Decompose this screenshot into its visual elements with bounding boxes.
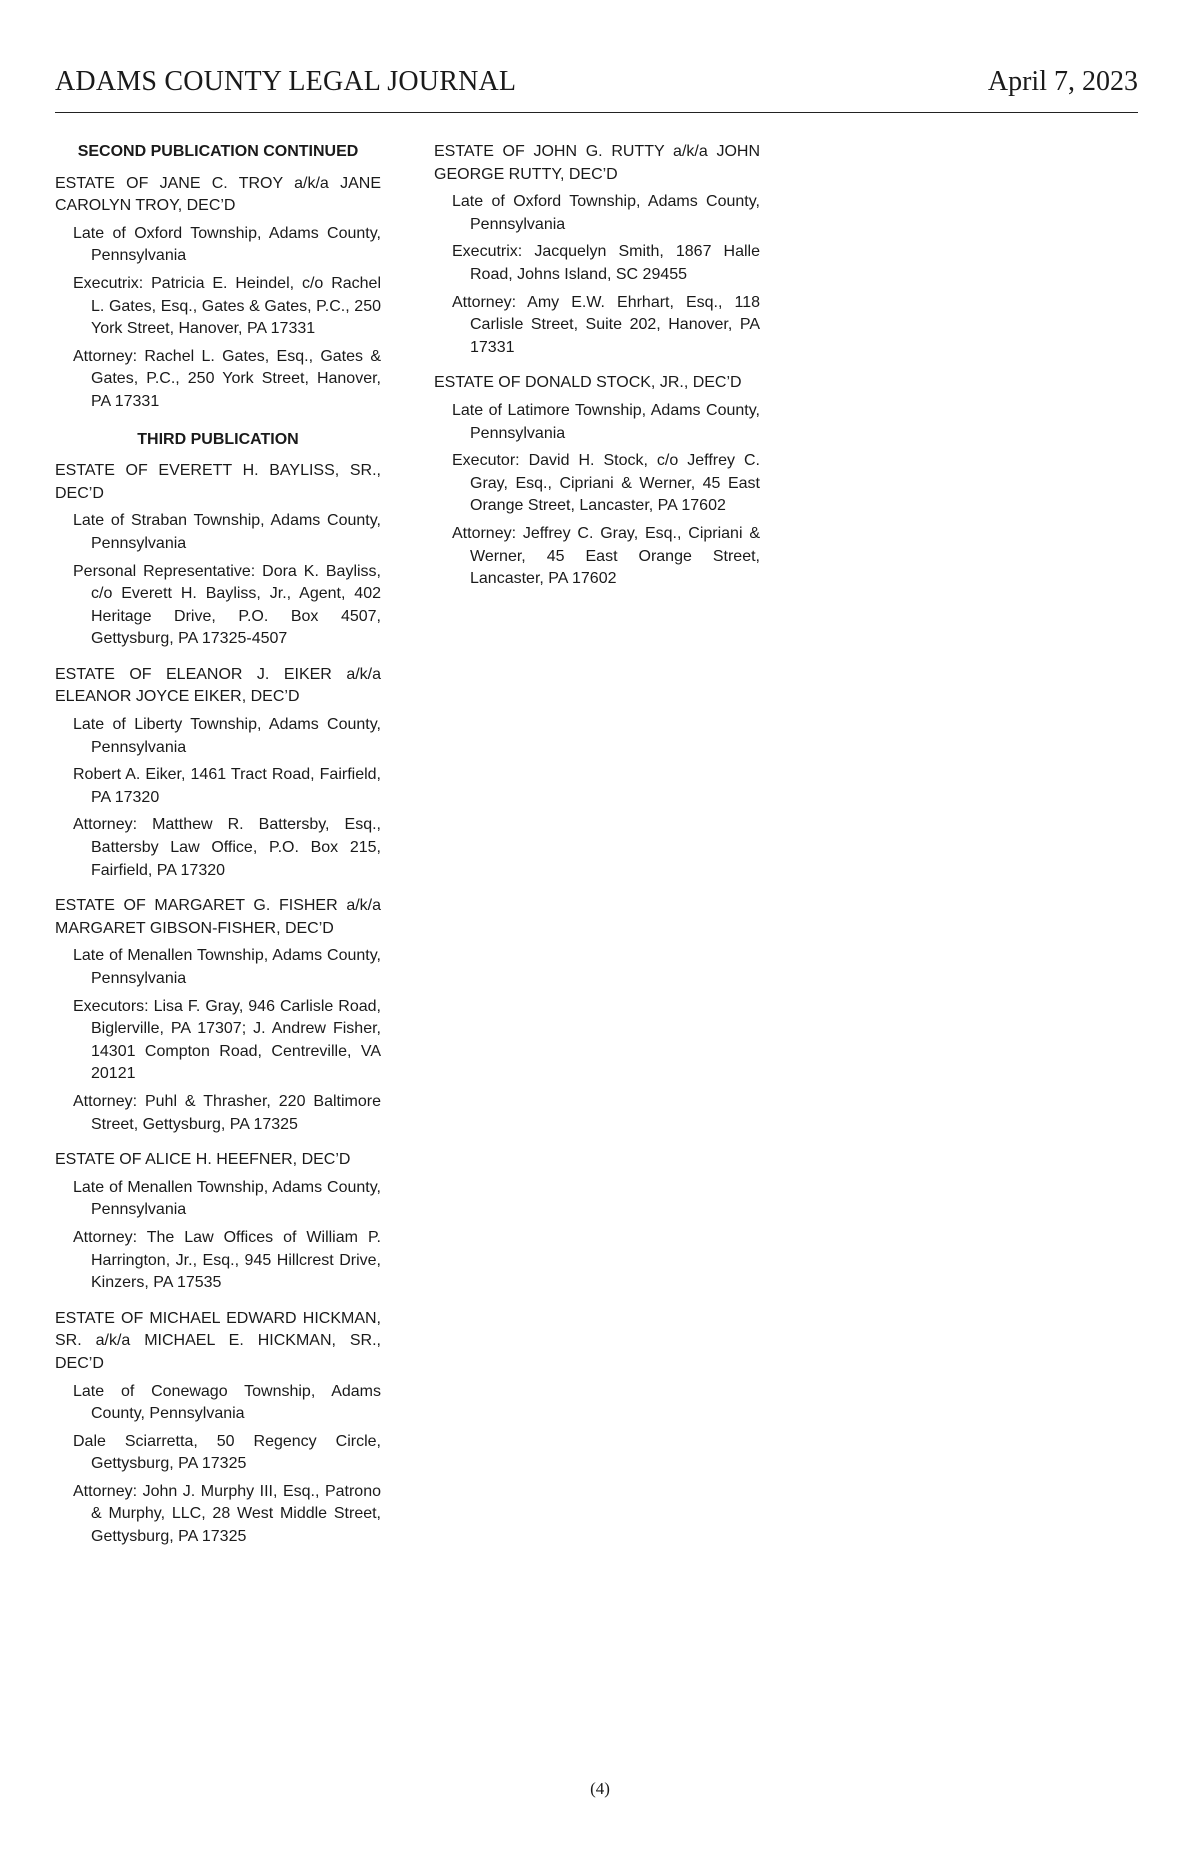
issue-date: April 7, 2023 (987, 66, 1138, 97)
section-heading-third-publication: THIRD PUBLICATION (137, 430, 299, 448)
estate-line: Executors: Lisa F. Gray, 946 Carlisle Road, Biglerville, PA 17307; J. Andrew Fisher, 14301 Compton Road, Centreville, VA 20121 (73, 997, 381, 1083)
estate-line: Attorney: The Law Offices of William P. Harrington, Jr., Esq., 945 Hillcrest Drive, Kinzers, PA 17535 (73, 1228, 381, 1292)
estate-line: Late of Straban Township, Adams County, Pennsylvania (73, 512, 381, 552)
estate-title: ESTATE OF EVERETT H. BAYLISS, SR., DEC’D (55, 462, 381, 502)
estate-title: ESTATE OF ELEANOR J. EIKER a/k/a ELEANOR JOYCE EIKER, DEC’D (55, 665, 381, 706)
page-number: (4) (590, 1779, 610, 1798)
journal-header (55, 66, 1138, 113)
estate-notice (55, 1308, 381, 1549)
estate-line: Personal Representative: Dora K. Bayliss, c/o Everett H. Bayliss, Jr., Agent, 402 Heritage Drive, P.O. Box 4507, Gettysburg, PA 17325-4507 (73, 562, 381, 648)
estate-line: Late of Liberty Township, Adams County, Pennsylvania (73, 716, 381, 756)
estate-line: Attorney: Amy E.W. Ehrhart, Esq., 118 Carlisle Street, Suite 202, Hanover, PA 17331 (452, 293, 760, 356)
estate-line: Late of Menallen Township, Adams County, Pennsylvania (73, 947, 381, 987)
journal-title: ADAMS COUNTY LEGAL JOURNAL (55, 66, 517, 97)
estate-line: Late of Oxford Township, Adams County, Pennsylvania (452, 193, 760, 233)
estate-line: Late of Oxford Township, Adams County, Pennsylvania (73, 224, 381, 265)
estate-line: Executor: David H. Stock, c/o Jeffrey C. Gray, Esq., Cipriani & Werner, 45 East Orange Street, Lancaster, PA 17602 (452, 452, 760, 515)
estate-notice (434, 141, 760, 359)
estate-line: Attorney: Matthew R. Battersby, Esq., Battersby Law Office, P.O. Box 215, Fairfield, PA 17320 (73, 816, 381, 879)
estate-notice (55, 460, 381, 651)
estate-line: Attorney: John J. Murphy III, Esq., Patrono & Murphy, LLC, 28 West Middle Street, Gettysburg, PA 17325 (73, 1482, 381, 1546)
estate-title: ESTATE OF MICHAEL EDWARD HICKMAN, SR. a/k/a MICHAEL E. HICKMAN, SR., DEC’D (55, 1309, 381, 1372)
estate-title: ESTATE OF JOHN G. RUTTY a/k/a JOHN GEORGE RUTTY, DEC’D (434, 143, 760, 183)
estate-title: ESTATE OF JANE C. TROY a/k/a JANE CAROLYN TROY, DEC’D (55, 174, 381, 215)
estate-line: Attorney: Rachel L. Gates, Esq., Gates & Gates, P.C., 250 York Street, Hanover, PA 17331 (73, 347, 381, 410)
estate-line: Executrix: Jacquelyn Smith, 1867 Halle Road, Johns Island, SC 29455 (452, 243, 760, 283)
estate-line: Robert A. Eiker, 1461 Tract Road, Fairfield, PA 17320 (73, 766, 381, 806)
estate-line: Late of Latimore Township, Adams County, Pennsylvania (452, 401, 760, 442)
estate-notice (55, 1149, 381, 1295)
left-column (55, 141, 381, 1562)
estate-notice (434, 372, 760, 590)
estate-line: Attorney: Jeffrey C. Gray, Esq., Cipriani & Werner, 45 East Orange Street, Lancaster, PA 17602 (452, 524, 760, 588)
estate-notice (55, 173, 381, 414)
estate-line: Dale Sciarretta, 50 Regency Circle, Gettysburg, PA 17325 (73, 1432, 381, 1473)
estate-line: Late of Conewago Township, Adams County, Pennsylvania (73, 1382, 381, 1423)
estate-title: ESTATE OF DONALD STOCK, JR., DEC’D (434, 374, 742, 392)
estate-line: Executrix: Patricia E. Heindel, c/o Rachel L. Gates, Esq., Gates & Gates, P.C., 250 York Street, Hanover, PA 17331 (73, 274, 381, 338)
estate-line: Late of Menallen Township, Adams County, Pennsylvania (73, 1178, 381, 1219)
right-column (434, 141, 760, 604)
estate-notice (55, 895, 381, 1136)
estate-title: ESTATE OF MARGARET G. FISHER a/k/a MARGARET GIBSON-FISHER, DEC’D (55, 897, 381, 937)
section-heading-second-publication: SECOND PUBLICATION CONTINUED (77, 143, 359, 160)
estate-notice (55, 664, 381, 882)
estate-line: Attorney: Puhl & Thrasher, 220 Baltimore Street, Gettysburg, PA 17325 (73, 1092, 381, 1133)
estate-title: ESTATE OF ALICE H. HEEFNER, DEC’D (55, 1151, 351, 1169)
